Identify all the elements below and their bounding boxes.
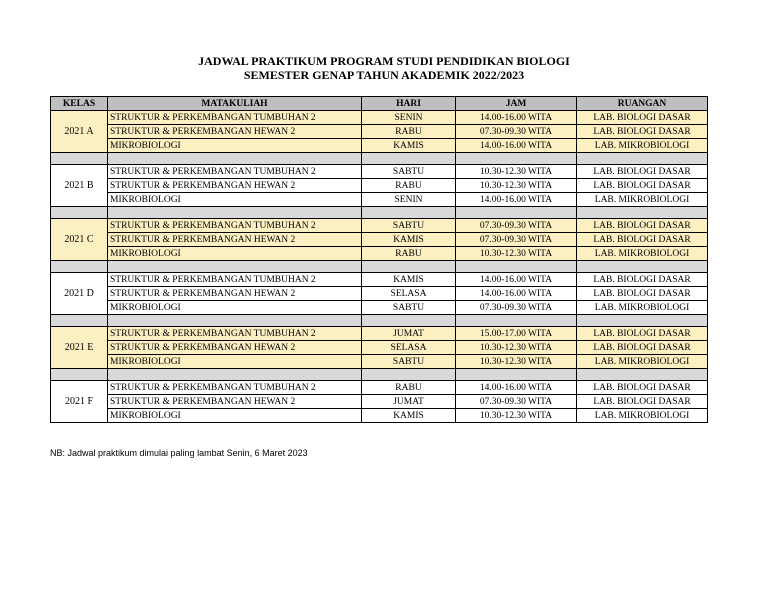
hari-cell: RABU (362, 381, 456, 395)
ruangan-cell: LAB. BIOLOGI DASAR (577, 233, 708, 247)
kelas-cell: 2021 E (51, 327, 108, 369)
separator-cell (577, 207, 708, 219)
table-row (51, 193, 708, 207)
ruangan-cell: LAB. MIKROBIOLOGI (577, 139, 708, 153)
matakuliah-cell: STRUKTUR & PERKEMBANGAN TUMBUHAN 2 (108, 111, 362, 125)
matakuliah-cell: STRUKTUR & PERKEMBANGAN HEWAN 2 (108, 395, 362, 409)
matakuliah-cell: STRUKTUR & PERKEMBANGAN TUMBUHAN 2 (108, 327, 362, 341)
hari-cell: RABU (362, 179, 456, 193)
matakuliah-cell: MIKROBIOLOGI (108, 193, 362, 207)
ruangan-cell: LAB. BIOLOGI DASAR (577, 287, 708, 301)
matakuliah-cell: STRUKTUR & PERKEMBANGAN HEWAN 2 (108, 341, 362, 355)
matakuliah-cell: STRUKTUR & PERKEMBANGAN TUMBUHAN 2 (108, 165, 362, 179)
separator-cell (577, 261, 708, 273)
jam-cell: 10.30-12.30 WITA (456, 247, 577, 261)
kelas-cell: 2021 C (51, 219, 108, 261)
separator-cell (456, 261, 577, 273)
jam-cell: 10.30-12.30 WITA (456, 179, 577, 193)
hari-cell: RABU (362, 247, 456, 261)
kelas-cell: 2021 A (51, 111, 108, 153)
separator-cell (577, 153, 708, 165)
group-separator (51, 369, 708, 381)
separator-cell (362, 261, 456, 273)
ruangan-cell: LAB. MIKROBIOLOGI (577, 301, 708, 315)
jam-cell: 14.00-16.00 WITA (456, 273, 577, 287)
separator-cell (362, 207, 456, 219)
jam-cell: 10.30-12.30 WITA (456, 409, 577, 423)
matakuliah-cell: STRUKTUR & PERKEMBANGAN TUMBUHAN 2 (108, 273, 362, 287)
separator-cell (456, 153, 577, 165)
table-row (51, 139, 708, 153)
ruangan-cell: LAB. BIOLOGI DASAR (577, 165, 708, 179)
jam-cell: 07.30-09.30 WITA (456, 395, 577, 409)
separator-cell (362, 153, 456, 165)
table-row (51, 233, 708, 247)
jam-cell: 14.00-16.00 WITA (456, 381, 577, 395)
jam-cell: 07.30-09.30 WITA (456, 219, 577, 233)
ruangan-cell: LAB. BIOLOGI DASAR (577, 381, 708, 395)
header-ruangan: RUANGAN (577, 97, 708, 111)
matakuliah-cell: MIKROBIOLOGI (108, 247, 362, 261)
table-row (51, 287, 708, 301)
jam-cell: 07.30-09.30 WITA (456, 233, 577, 247)
jam-cell: 14.00-16.00 WITA (456, 111, 577, 125)
hari-cell: SELASA (362, 287, 456, 301)
jam-cell: 14.00-16.00 WITA (456, 139, 577, 153)
separator-cell (577, 369, 708, 381)
header-kelas: KELAS (51, 97, 108, 111)
ruangan-cell: LAB. BIOLOGI DASAR (577, 219, 708, 233)
separator-cell (108, 315, 362, 327)
table-row (51, 301, 708, 315)
group-separator (51, 207, 708, 219)
table-row (51, 273, 708, 287)
jam-cell: 10.30-12.30 WITA (456, 165, 577, 179)
ruangan-cell: LAB. BIOLOGI DASAR (577, 341, 708, 355)
separator-cell (362, 369, 456, 381)
kelas-cell: 2021 F (51, 381, 108, 423)
jam-cell: 07.30-09.30 WITA (456, 125, 577, 139)
matakuliah-cell: STRUKTUR & PERKEMBANGAN HEWAN 2 (108, 179, 362, 193)
hari-cell: RABU (362, 125, 456, 139)
separator-cell (577, 315, 708, 327)
jam-cell: 10.30-12.30 WITA (456, 341, 577, 355)
ruangan-cell: LAB. BIOLOGI DASAR (577, 273, 708, 287)
table-row (51, 219, 708, 233)
schedule-table (50, 96, 708, 423)
matakuliah-cell: MIKROBIOLOGI (108, 301, 362, 315)
table-row (51, 179, 708, 193)
separator-cell (51, 315, 108, 327)
document-title: JADWAL PRAKTIKUM PROGRAM STUDI PENDIDIKAN BIOLOGI (198, 54, 570, 68)
separator-cell (362, 315, 456, 327)
kelas-cell: 2021 D (51, 273, 108, 315)
group-separator (51, 153, 708, 165)
separator-cell (108, 207, 362, 219)
matakuliah-cell: STRUKTUR & PERKEMBANGAN HEWAN 2 (108, 287, 362, 301)
header-hari: HARI (362, 97, 456, 111)
table-header-row (51, 97, 708, 111)
separator-cell (51, 369, 108, 381)
separator-cell (51, 261, 108, 273)
header-jam: JAM (456, 97, 577, 111)
ruangan-cell: LAB. BIOLOGI DASAR (577, 395, 708, 409)
hari-cell: KAMIS (362, 409, 456, 423)
schedule-body (51, 111, 708, 423)
header-matakuliah: MATAKULIAH (108, 97, 362, 111)
hari-cell: KAMIS (362, 139, 456, 153)
matakuliah-cell: STRUKTUR & PERKEMBANGAN TUMBUHAN 2 (108, 381, 362, 395)
jam-cell: 14.00-16.00 WITA (456, 287, 577, 301)
separator-cell (456, 369, 577, 381)
jam-cell: 10.30-12.30 WITA (456, 355, 577, 369)
hari-cell: SELASA (362, 341, 456, 355)
footnote: NB: Jadwal praktikum dimulai paling lambat Senin, 6 Maret 2023 (50, 448, 308, 458)
ruangan-cell: LAB. MIKROBIOLOGI (577, 193, 708, 207)
ruangan-cell: LAB. BIOLOGI DASAR (577, 327, 708, 341)
matakuliah-cell: MIKROBIOLOGI (108, 139, 362, 153)
matakuliah-cell: STRUKTUR & PERKEMBANGAN HEWAN 2 (108, 233, 362, 247)
matakuliah-cell: STRUKTUR & PERKEMBANGAN HEWAN 2 (108, 125, 362, 139)
separator-cell (51, 153, 108, 165)
hari-cell: SABTU (362, 355, 456, 369)
table-row (51, 341, 708, 355)
separator-cell (108, 369, 362, 381)
table-row (51, 327, 708, 341)
table-row (51, 409, 708, 423)
matakuliah-cell: MIKROBIOLOGI (108, 355, 362, 369)
hari-cell: SABTU (362, 219, 456, 233)
table-row (51, 381, 708, 395)
table-row (51, 395, 708, 409)
jam-cell: 14.00-16.00 WITA (456, 193, 577, 207)
separator-cell (456, 207, 577, 219)
ruangan-cell: LAB. MIKROBIOLOGI (577, 355, 708, 369)
jam-cell: 07.30-09.30 WITA (456, 301, 577, 315)
ruangan-cell: LAB. BIOLOGI DASAR (577, 179, 708, 193)
hari-cell: SENIN (362, 193, 456, 207)
table-row (51, 165, 708, 179)
hari-cell: SABTU (362, 165, 456, 179)
ruangan-cell: LAB. MIKROBIOLOGI (577, 247, 708, 261)
table-row (51, 355, 708, 369)
matakuliah-cell: STRUKTUR & PERKEMBANGAN TUMBUHAN 2 (108, 219, 362, 233)
hari-cell: SENIN (362, 111, 456, 125)
matakuliah-cell: MIKROBIOLOGI (108, 409, 362, 423)
kelas-cell: 2021 B (51, 165, 108, 207)
separator-cell (51, 207, 108, 219)
table-row (51, 247, 708, 261)
document-subtitle: SEMESTER GENAP TAHUN AKADEMIK 2022/2023 (243, 68, 525, 82)
group-separator (51, 315, 708, 327)
separator-cell (108, 261, 362, 273)
ruangan-cell: LAB. MIKROBIOLOGI (577, 409, 708, 423)
hari-cell: SABTU (362, 301, 456, 315)
hari-cell: JUMAT (362, 327, 456, 341)
table-row (51, 125, 708, 139)
table-row (51, 111, 708, 125)
separator-cell (456, 315, 577, 327)
ruangan-cell: LAB. BIOLOGI DASAR (577, 111, 708, 125)
hari-cell: KAMIS (362, 273, 456, 287)
hari-cell: JUMAT (362, 395, 456, 409)
separator-cell (108, 153, 362, 165)
hari-cell: KAMIS (362, 233, 456, 247)
jam-cell: 15.00-17.00 WITA (456, 327, 577, 341)
group-separator (51, 261, 708, 273)
ruangan-cell: LAB. BIOLOGI DASAR (577, 125, 708, 139)
